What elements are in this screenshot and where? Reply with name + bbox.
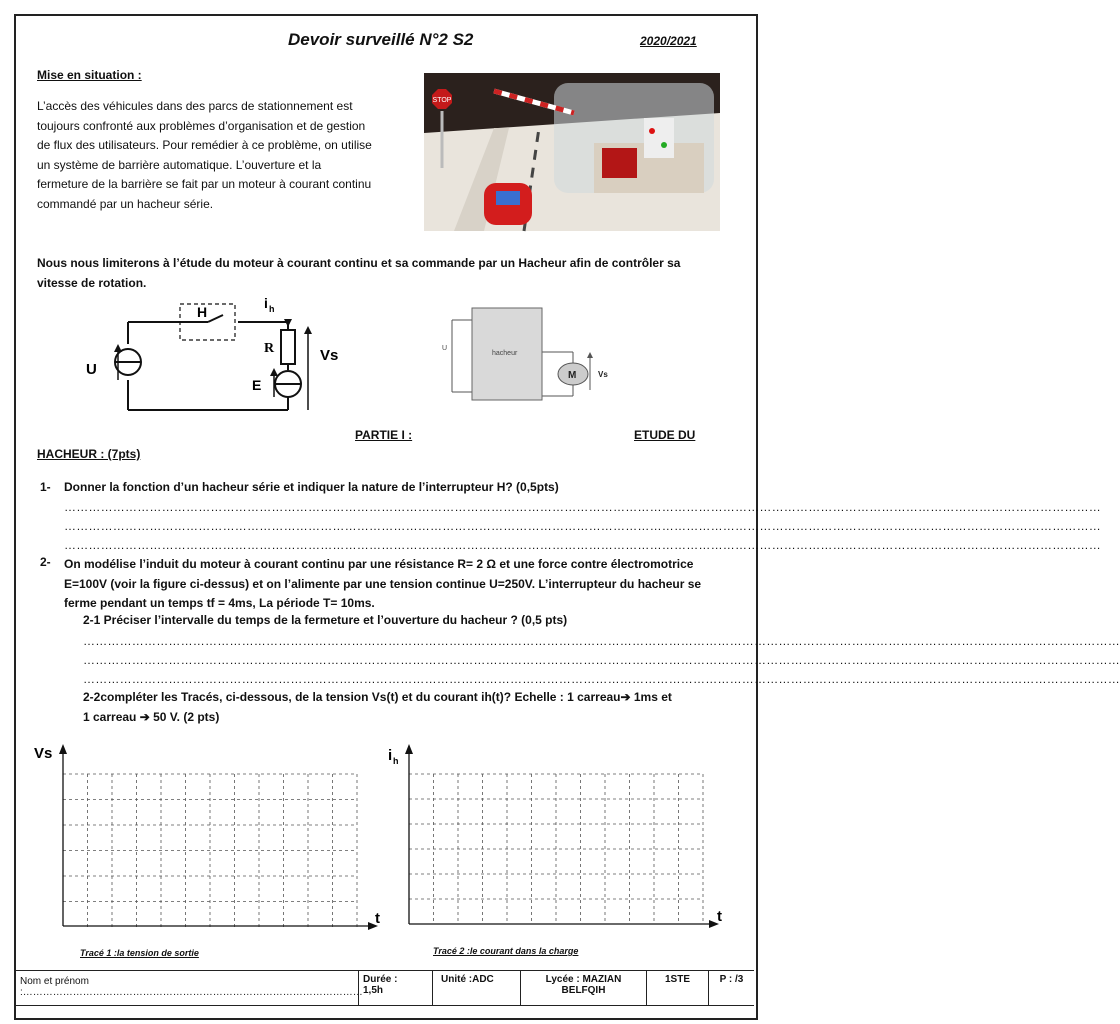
ih-time-label: t bbox=[717, 908, 722, 925]
question-2-line: E=100V (voir la figure ci-dessus) et on l’alimente par une tension continue U=250V. L’interrupteur du hacheur se bbox=[64, 576, 702, 591]
answer-line[interactable]: ………………………………………………………………………………………………………………………………………………………………………………………………………………………………… bbox=[64, 538, 1101, 552]
answer-line[interactable]: ………………………………………………………………………………………………………………………………………………………………………………………………………………………………… bbox=[64, 519, 1101, 533]
intro-line: fermeture de la barrière se fait par un moteur à courant continu bbox=[37, 177, 372, 191]
ih-axis-label: i bbox=[388, 747, 393, 764]
question-2-number: 2- bbox=[40, 555, 51, 569]
school-cell bbox=[520, 971, 646, 1005]
ih-axis-subscript: h bbox=[393, 756, 399, 766]
chopper-circuit-diagram bbox=[78, 292, 358, 417]
current-ih-subscript: h bbox=[269, 304, 275, 314]
block-Vs-label: Vs bbox=[598, 370, 608, 379]
footer-table bbox=[16, 970, 754, 1006]
barrier-photo bbox=[424, 73, 720, 231]
vs-graph[interactable] bbox=[30, 738, 393, 948]
question-1-text: Donner la fonction d’un hacheur série et indiquer la nature de l’interrupteur H? (0,5pts) bbox=[64, 480, 559, 494]
supply-U-label: U bbox=[86, 361, 97, 378]
scope-line: Nous nous limiterons à l’étude du moteur à courant continu et sa commande par un Hacheur afin de contrôler sa bbox=[37, 256, 681, 270]
question-1-number: 1- bbox=[40, 480, 51, 494]
emf-E-label: E bbox=[252, 377, 262, 393]
vs-time-label: t bbox=[375, 910, 380, 927]
duration-cell bbox=[358, 971, 432, 1005]
ih-graph[interactable] bbox=[385, 738, 745, 948]
scope-paragraph bbox=[37, 254, 737, 293]
graph-1-caption: Tracé 1 :la tension de sortie bbox=[80, 948, 199, 958]
school-year: 2020/2021 bbox=[640, 34, 697, 48]
intro-line: commandé par un hacheur série. bbox=[37, 196, 214, 211]
scope-line: vitesse de rotation. bbox=[37, 275, 147, 290]
intro-line: de flux des utilisateurs. Pour remédier à ce problème, on utilise bbox=[37, 138, 372, 152]
name-field[interactable]: Nom et prénom :………………………………………………………………………………………… bbox=[20, 976, 363, 998]
intro-line: toujours confronté aux problèmes d’organisation et de gestion bbox=[37, 118, 366, 133]
partie-title: PARTIE I : bbox=[355, 428, 413, 442]
question-2-2-line: 1 carreau ➔ 50 V. (2 pts) bbox=[83, 709, 220, 724]
unit-cell: Unité :ADC bbox=[432, 971, 520, 1005]
block-hacheur-label: hacheur bbox=[492, 350, 518, 357]
barrier-photo-drawing bbox=[424, 73, 720, 231]
partie-hacheur: HACHEUR : (7pts) bbox=[37, 447, 141, 461]
duration-value: 1,5h bbox=[363, 985, 384, 996]
answer-line[interactable]: ………………………………………………………………………………………………………………………………………………………………………………………………………………………………… bbox=[83, 672, 1120, 686]
page-cell: P : /3 bbox=[708, 971, 754, 1005]
question-2-line: On modélise l’induit du moteur à courant continu par une résistance R= 2 Ω et une force contre électromotrice bbox=[64, 557, 694, 571]
answer-line[interactable]: ………………………………………………………………………………………………………………………………………………………………………………………………………………………………… bbox=[64, 500, 1101, 514]
class-cell: 1STE bbox=[646, 971, 708, 1005]
output-Vs-label: Vs bbox=[320, 347, 339, 364]
intro-line: L’accès des véhicules dans des parcs de stationnement est bbox=[37, 99, 353, 113]
motor-M-label: M bbox=[568, 370, 577, 381]
school-name: Lycée : MAZIAN bbox=[545, 974, 622, 985]
page-title: Devoir surveillé N°2 S2 bbox=[288, 30, 474, 49]
answer-line[interactable]: ………………………………………………………………………………………………………………………………………………………………………………………………………………………………… bbox=[83, 634, 1120, 648]
stop-sign-text: STOP bbox=[432, 97, 452, 104]
resistor-R-label: R bbox=[264, 341, 275, 356]
question-2-text bbox=[64, 555, 724, 614]
current-ih-label: i bbox=[264, 295, 268, 311]
intro-line: un système de barrière automatique. L’ouverture et la bbox=[37, 157, 322, 172]
switch-H-label: H bbox=[197, 304, 208, 320]
graph-2-caption: Tracé 2 :le courant dans la charge bbox=[433, 946, 579, 956]
vs-axis-label: Vs bbox=[34, 745, 53, 762]
intro-paragraph bbox=[37, 97, 407, 214]
question-2-1-text: 2-1 Préciser l’intervalle du temps de la fermeture et l’ouverture du hacheur ? (0,5 pts) bbox=[83, 613, 568, 627]
school-name-2: BELFQIH bbox=[561, 985, 606, 996]
answer-line[interactable]: ………………………………………………………………………………………………………………………………………………………………………………………………………………………………… bbox=[83, 653, 1120, 667]
question-2-2-line: 2-2compléter les Tracés, ci-dessous, de la tension Vs(t) et du courant ih(t)? Echelle : 1 carreau➔ 1ms et bbox=[83, 690, 672, 704]
duration-label: Durée : bbox=[363, 974, 398, 985]
mise-heading: Mise en situation : bbox=[37, 68, 142, 82]
chopper-block-diagram bbox=[430, 300, 620, 410]
partie-etude: ETUDE DU bbox=[634, 428, 696, 442]
block-U-label: U bbox=[442, 345, 448, 352]
question-2-2-text bbox=[83, 688, 723, 727]
question-2-line: ferme pendant un temps tf = 4ms, La période T= 10ms. bbox=[64, 596, 375, 610]
